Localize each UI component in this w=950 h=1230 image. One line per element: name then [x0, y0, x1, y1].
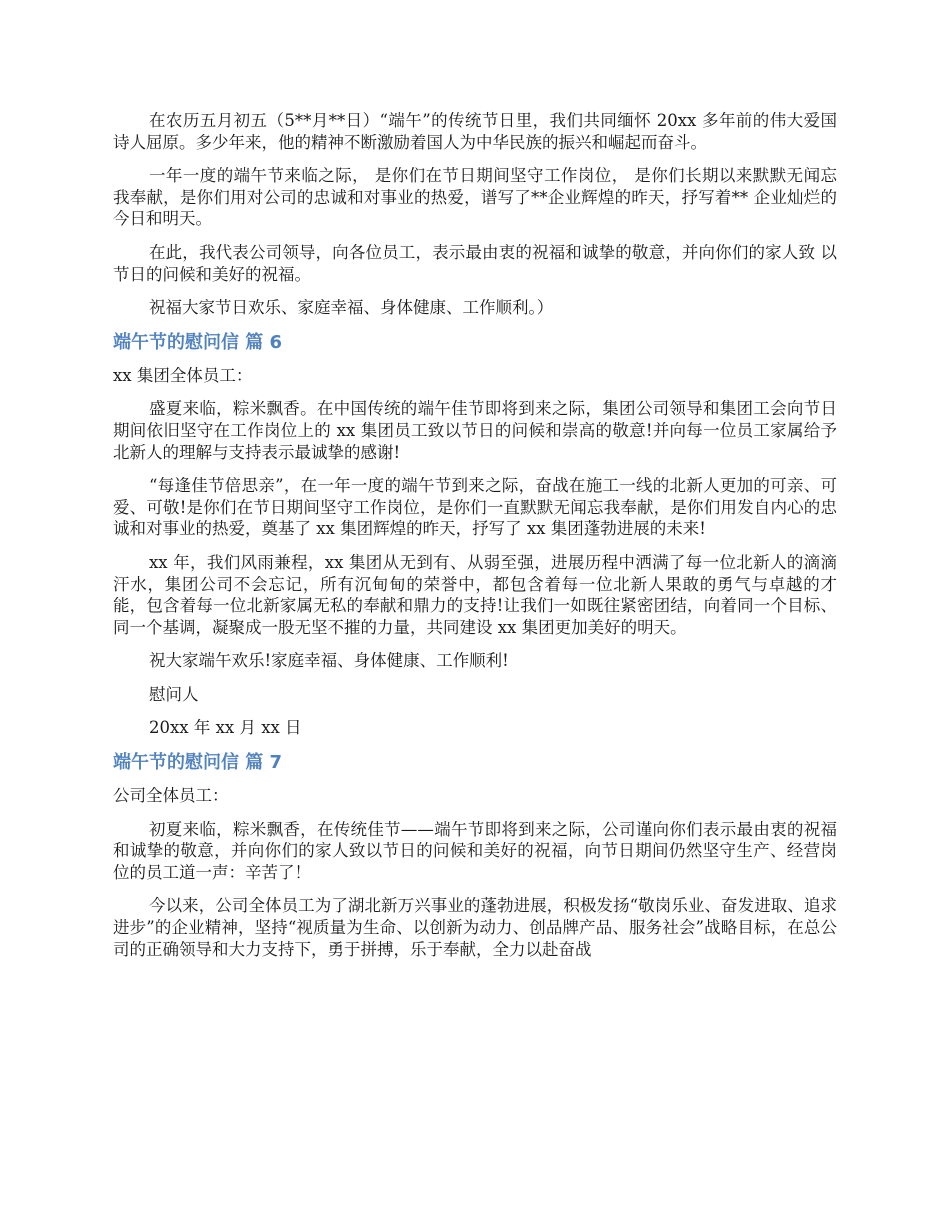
paragraph: 一年一度的端午节来临之际， 是你们在节日期间坚守工作岗位， 是你们长期以来默默无闻忘 我奉献，是你们用对公司的忠诚和对事业的热爱，谱写了**企业辉煌的昨天，抒写着** 企业灿烂的今日和明天。: [113, 166, 837, 229]
paragraph: 盛夏来临，粽米飘香。在中国传统的端午佳节即将到来之际，集团公司领导和集团工会向节日期间依旧坚守在工作岗位上的 xx 集团员工致以节日的问候和崇高的敬意!并向每一位员工家属给予北新人的理解与支持表示最诚挚的感谢!: [113, 399, 837, 462]
paragraph: 今以来，公司全体员工为了湖北新万兴事业的蓬勃进展，积极发扬“敬岗乐业、奋发进取、追求进步”的企业精神，坚持“视质量为生命、以创新为动力、创品牌产品、服务社会”战略目标，在总公司的正确领导和大力支持下，勇于拼搏，乐于奉献，全力以赴奋战: [113, 896, 837, 959]
paragraph: 在农历五月初五（5**月**日）“端午”的传统节日里，我们共同缅怀 20xx 多年前的伟大爱国 诗人屈原。多少年来，他的精神不断激励着国人为中华民族的振兴和崛起而奋斗。: [113, 111, 837, 152]
date-line: 20xx 年 xx 月 xx 日: [149, 718, 302, 738]
paragraph: 祝福大家节日欢乐、家庭幸福、身体健康、工作顺利。）: [149, 298, 554, 318]
document-body: [113, 110, 837, 972]
section-heading-6: 端午节的慰问信 篇 6: [113, 331, 283, 353]
paragraph: 初夏来临，粽米飘香，在传统佳节——端午节即将到来之际，公司谨向你们表示最由衷的祝福和诚挚的敬意，并向你们的家人致以节日的问候和美好的祝福，向节日期间仍然坚守生产、经营岗位的员工道一声：辛苦了！: [113, 819, 837, 882]
section-heading-7: 端午节的慰问信 篇 7: [113, 752, 283, 774]
paragraph: xx 年，我们风雨兼程，xx 集团从无到有、从弱至强，进展历程中洒满了每一位北新人的滴滴汗水，集团公司不会忘记，所有沉甸甸的荣誉中，都包含着每一位北新人果敢的勇气与卓越的才能，包含着每一位北新家属无私的奉献和鼎力的支持!让我们一如既往紧密团结，向着同一个目标、同一个基调，凝聚成一股无坚不摧的力量，共同建设 xx 集团更加美好的明天。: [113, 552, 837, 637]
paragraph: “每逢佳节倍思亲”，在一年一度的端午节到来之际，奋战在施工一线的北新人更加的可亲、可爱、可敬!是你们在节日期间坚守工作岗位，是你们一直默默无闻忘我奉献，是你们用发自内心的忠诚和对事业的热爱，奠基了 xx 集团辉煌的昨天，抒写了 xx 集团蓬勃进展的未来!: [113, 476, 837, 539]
salutation: 公司全体员工：: [113, 786, 229, 806]
paragraph: 在此，我代表公司领导，向各位员工，表示最由衷的祝福和诚挚的敬意，并向你们的家人致 以节日的问候和美好的祝福。: [113, 242, 837, 284]
paragraph: 祝大家端午欢乐!家庭幸福、身体健康、工作顺利!: [149, 651, 509, 671]
signature: 慰问人: [149, 684, 199, 704]
salutation: xx 集团全体员工：: [113, 365, 253, 385]
